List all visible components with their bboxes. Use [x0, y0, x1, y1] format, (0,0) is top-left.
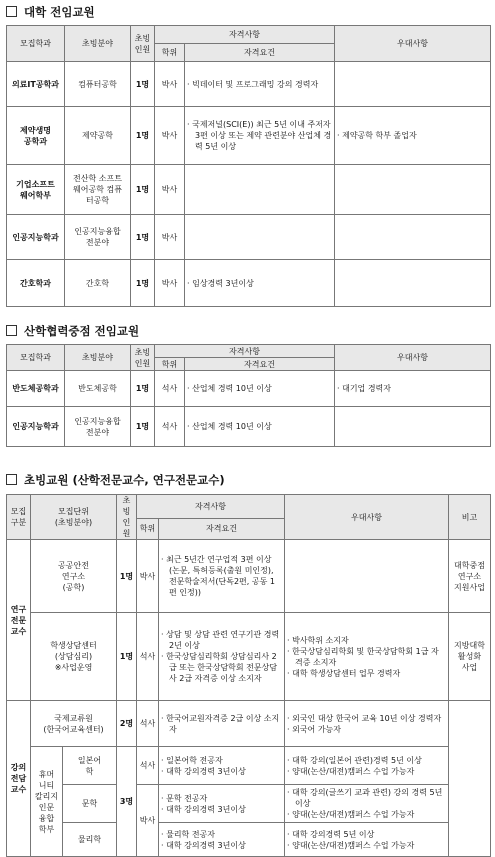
pref-cell [335, 165, 491, 215]
bullet-item: · 제약공학 학부 졸업자 [337, 131, 417, 140]
bullet-item: · 상담 및 상담 관련 연구기관 경력 2년 이상 [161, 630, 280, 650]
req-cell [159, 613, 285, 701]
table-invited-faculty [6, 494, 491, 857]
table-row [7, 407, 491, 447]
pref-cell [285, 701, 449, 747]
table-row [7, 613, 491, 701]
bullet-item: · 외국어 가능자 [287, 724, 342, 734]
header-qual: 자격사항 [155, 345, 335, 358]
count-cell: 1명 [131, 62, 155, 107]
header-dept: 모집학과 [7, 26, 65, 62]
dept-cell: 간호학과 [7, 260, 65, 307]
req-cell [185, 215, 335, 260]
table-row [7, 371, 491, 407]
req-cell [159, 701, 285, 747]
header-qual: 자격사항 [137, 495, 285, 519]
note-cell: 지방대학 활성화 사업 [449, 613, 491, 701]
pref-cell [285, 785, 449, 823]
pref-cell [335, 62, 491, 107]
dept-cell: 반도체공학과 [7, 371, 65, 407]
table-row [7, 215, 491, 260]
field-cell: 간호학 [65, 260, 131, 307]
unit-cell: 학생상담센터 (상담심리) ※사업운영 [31, 613, 117, 701]
bullet-item: · 한국상담심리학회 및 한국상담학회 1급 자격증 소지자 [287, 646, 439, 667]
header-note: 비고 [449, 495, 491, 540]
pref-cell [335, 107, 491, 165]
checkbox-square-icon [6, 325, 17, 336]
req-cell [185, 371, 335, 407]
field-cell: 반도체공학 [65, 371, 131, 407]
header-field: 초빙분야 [65, 26, 131, 62]
section2-heading: 산학협력중점 전임교원 [6, 323, 139, 339]
bullet-item: · 빅데이터 및 프로그래밍 강의 경력자 [187, 79, 319, 89]
header-degree: 학위 [155, 44, 185, 62]
bullet-item: · 한국상담심리학회 상담심리사 2급 또는 한국상담학회 전문상담사 2급 자격증 이상 소지자 [161, 652, 278, 683]
field-cell: 인공지능융합 전분야 [65, 215, 131, 260]
note-cell [449, 701, 491, 857]
header-req: 자격요건 [159, 518, 285, 539]
header-unit: 모집단위 (초빙분야) [31, 495, 117, 540]
header-pref: 우대사항 [335, 26, 491, 62]
count-cell: 3명 [117, 747, 137, 857]
count-cell: 1명 [117, 613, 137, 701]
bullet-item: · 한국어교원자격증 2급 이상 소지자 [161, 713, 280, 734]
bullet-item: · 박사학위 소지자 [287, 635, 349, 645]
table-full-time-faculty [6, 25, 491, 307]
degree-cell: 석사 [137, 701, 159, 747]
unit-cell: 문학 [63, 785, 117, 823]
bullet-item: · 대기업 경력자 [337, 384, 392, 393]
count-cell: 1명 [131, 407, 155, 447]
pref-cell [285, 823, 449, 857]
section1-heading: 대학 전임교원 [6, 4, 95, 20]
header-pref: 우대사항 [335, 345, 491, 371]
count-cell: 2명 [117, 701, 137, 747]
req-cell [185, 62, 335, 107]
pref-cell [335, 371, 491, 407]
subgroup-humanity-college: 휴머 니티 칼리지 인문 융합 학부 [31, 747, 63, 857]
header-degree: 학위 [155, 358, 185, 371]
count-cell: 1명 [131, 165, 155, 215]
header-pref: 우대사항 [285, 495, 449, 540]
table-row [7, 62, 491, 107]
table-row [7, 747, 491, 785]
checkbox-square-icon [6, 6, 17, 17]
req-cell [185, 260, 335, 307]
count-cell: 1명 [131, 107, 155, 165]
pref-cell [335, 407, 491, 447]
header-qual: 자격사항 [155, 26, 335, 44]
header-req: 자격요건 [185, 44, 335, 62]
bullet-item: · 국제저널(SCI(E)) 최근 5년 이내 주저자 3편 이상 또는 제약 관련분야 산업체 경력 5년 이상 [187, 120, 332, 151]
req-cell [159, 785, 285, 823]
pref-cell [285, 747, 449, 785]
table-industry-faculty [6, 344, 491, 447]
table-row [7, 165, 491, 215]
bullet-item: · 대학 강의(글쓰기 교과 관련) 강의 경력 5년 이상 [287, 788, 443, 808]
bullet-item: · 양대(논산/대전)캠퍼스 수업 가능자 [287, 840, 415, 850]
degree-cell: 석사 [137, 613, 159, 701]
header-count: 초빙 인원 [117, 495, 137, 540]
pref-cell [335, 260, 491, 307]
bullet-item: · 대학 강의(일본어 관련)경력 5년 이상 [287, 755, 422, 765]
header-count: 초빙 인원 [131, 345, 155, 371]
bullet-item: · 대학 강의경력 5년 이상 [287, 829, 375, 839]
count-cell: 1명 [131, 260, 155, 307]
pref-cell [335, 215, 491, 260]
bullet-item: · 대학 학생상담센터 업무 경력자 [287, 668, 401, 678]
count-cell: 1명 [131, 371, 155, 407]
bullet-item: · 대학 강의경력 3년이상 [161, 766, 246, 776]
field-cell: 컴퓨터공학 [65, 62, 131, 107]
section3-heading: 초빙교원 (산학전문교수, 연구전문교수) [6, 472, 225, 488]
header-dept: 모집학과 [7, 345, 65, 371]
field-cell: 인공지능융합 전분야 [65, 407, 131, 447]
table-row [7, 107, 491, 165]
degree-cell: 박사 [155, 107, 185, 165]
field-cell: 제약공학 [65, 107, 131, 165]
pref-cell [285, 613, 449, 701]
header-field: 초빙분야 [65, 345, 131, 371]
unit-cell: 일본어 학 [63, 747, 117, 785]
bullet-item: · 대학 강의경력 3년이상 [161, 804, 246, 814]
bullet-item: · 양대(논산/대전)캠퍼스 수업 가능자 [287, 810, 415, 819]
bullet-item: · 대학 강의경력 3년이상 [161, 840, 246, 850]
bullet-item: · 문학 전공자 [161, 793, 208, 803]
group-lecture-professor: 강의 전담 교수 [7, 701, 31, 857]
degree-cell: 석사 [137, 747, 159, 785]
bullet-item: · 일본어학 전공자 [161, 755, 223, 765]
table-row [7, 260, 491, 307]
req-cell [185, 107, 335, 165]
checkbox-square-icon [6, 474, 17, 485]
degree-cell: 박사 [155, 215, 185, 260]
group-research-professor: 연구 전문 교수 [7, 540, 31, 701]
bullet-item: · 산업체 경력 10년 이상 [187, 422, 272, 431]
table-row [7, 823, 491, 857]
degree-cell: 박사 [137, 785, 159, 857]
field-cell: 전산학 소프트 웨어공학 컴퓨 터공학 [65, 165, 131, 215]
degree-cell: 박사 [155, 260, 185, 307]
header-req: 자격요건 [185, 358, 335, 371]
req-cell [159, 540, 285, 613]
req-cell [159, 747, 285, 785]
unit-cell: 국제교류원 (한국어교육센터) [31, 701, 117, 747]
header-type: 모집 구분 [7, 495, 31, 540]
dept-cell: 제약생명 공학과 [7, 107, 65, 165]
dept-cell: 인공지능학과 [7, 407, 65, 447]
pref-cell [285, 540, 449, 613]
bullet-item: · 최근 5년간 연구업적 3편 이상 (논문, 특허등록(출원 미인정), 전문학술저서(단독2편, 공동 1편 인정)) [161, 555, 275, 597]
degree-cell: 석사 [155, 407, 185, 447]
dept-cell: 기업소프트 웨어학부 [7, 165, 65, 215]
header-degree: 학위 [137, 518, 159, 539]
bullet-item: · 양대(논산/대전)캠퍼스 수업 가능자 [287, 766, 415, 776]
degree-cell: 박사 [137, 540, 159, 613]
degree-cell: 박사 [155, 62, 185, 107]
header-count: 초빙 인원 [131, 26, 155, 62]
dept-cell: 의료IT공학과 [7, 62, 65, 107]
bullet-item: · 산업체 경력 10년 이상 [187, 384, 272, 393]
table-row [7, 540, 491, 613]
bullet-item: · 임상경력 3년이상 [187, 278, 254, 288]
unit-cell: 물리학 [63, 823, 117, 857]
note-cell: 대학중점 연구소 지원사업 [449, 540, 491, 613]
table-row [7, 785, 491, 823]
dept-cell: 인공지능학과 [7, 215, 65, 260]
req-cell [185, 165, 335, 215]
count-cell: 1명 [117, 540, 137, 613]
degree-cell: 박사 [155, 165, 185, 215]
req-cell [159, 823, 285, 857]
bullet-item: · 외국인 대상 한국어 교육 10년 이상 경력자 [287, 713, 442, 723]
degree-cell: 석사 [155, 371, 185, 407]
req-cell [185, 407, 335, 447]
bullet-item: · 물리학 전공자 [161, 829, 215, 839]
count-cell: 1명 [131, 215, 155, 260]
unit-cell: 공공안전 연구소 (공학) [31, 540, 117, 613]
table-row [7, 701, 491, 747]
